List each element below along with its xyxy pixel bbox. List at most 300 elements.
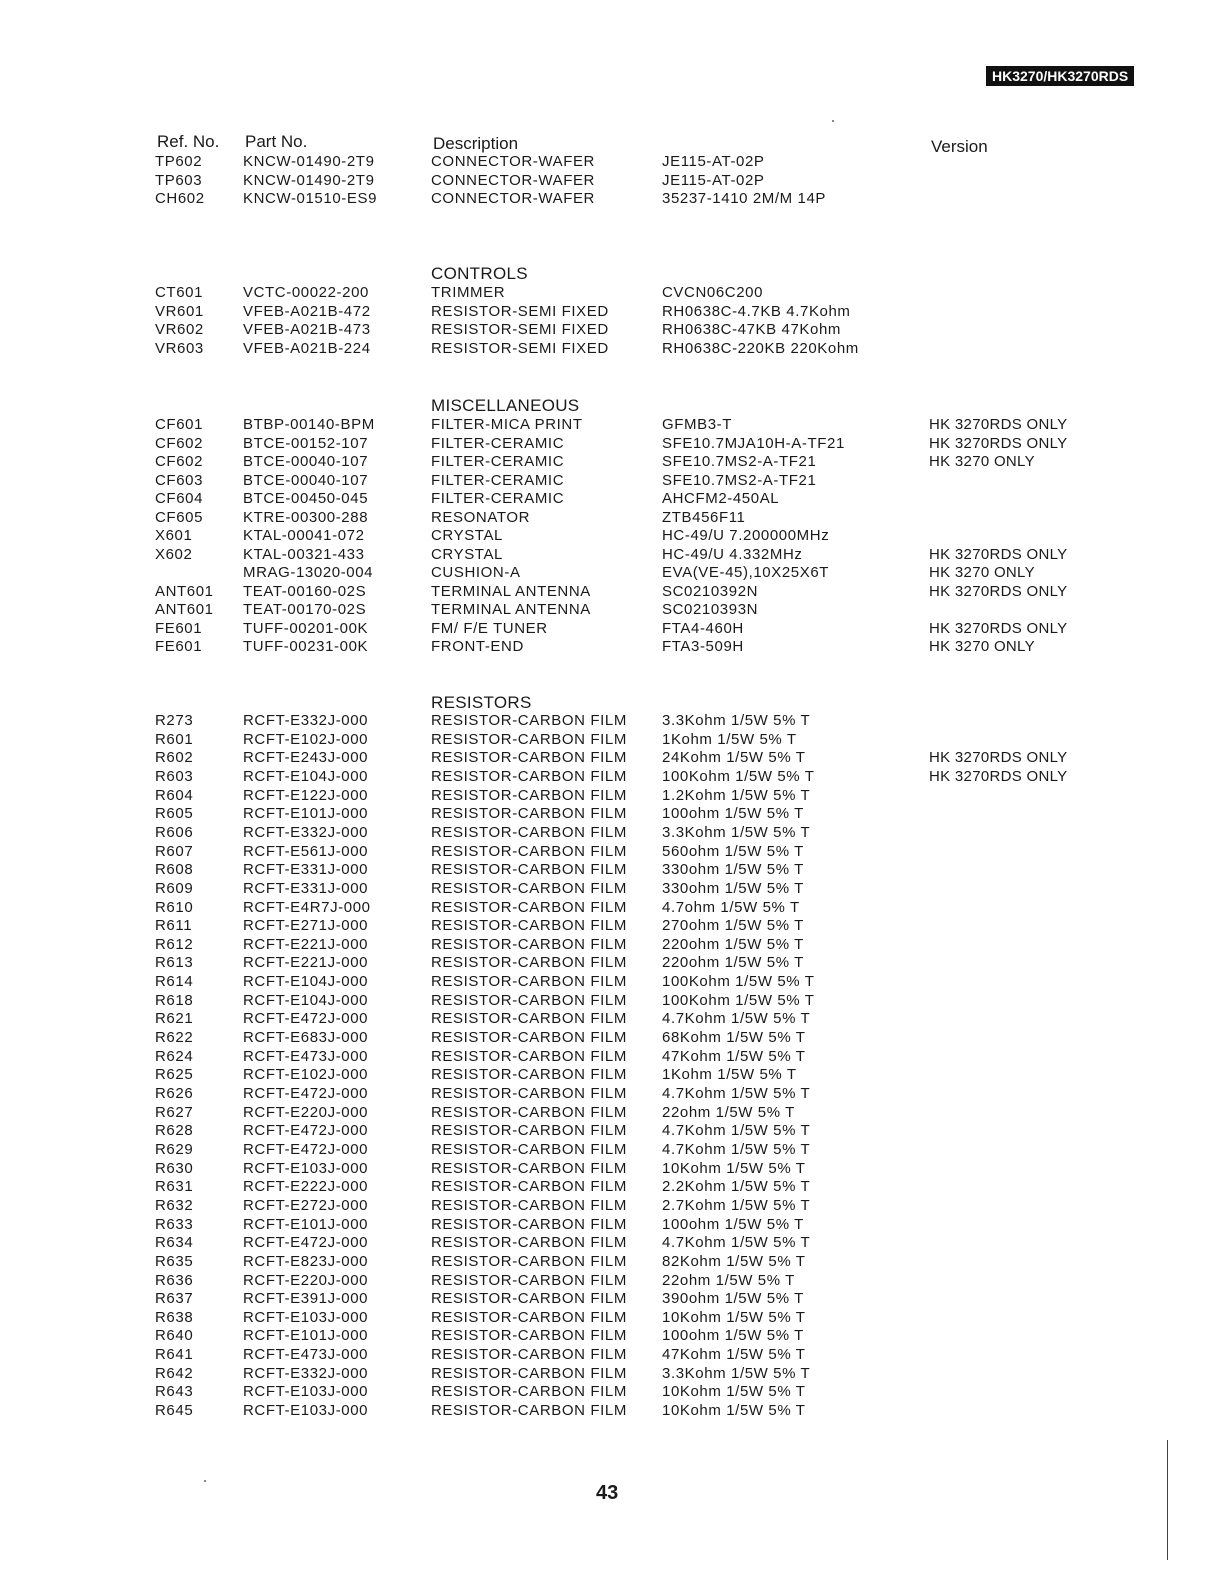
table-row [0,1085,1219,1104]
description-cell: RESISTOR-CARBON FILM [431,823,627,841]
version-cell: HK 3270RDS ONLY [929,582,1068,600]
spec-cell: 1Kohm 1/5W 5% T [662,1066,797,1084]
spec-cell: 4.7Kohm 1/5W 5% T [662,1122,811,1140]
part-number-cell: RCFT-E122J-000 [243,786,369,804]
table-row [0,601,1219,620]
part-number-cell: RCFT-E473J-000 [243,1346,369,1364]
ref-cell: CF602 [155,453,204,470]
spec-cell: 220ohm 1/5W 5% T [662,935,804,953]
ref-cell: X601 [155,527,193,544]
ref-cell: R630 [155,1159,194,1177]
part-number-cell: TEAT-00170-02S [243,601,367,618]
table-row [0,824,1219,843]
description-cell: CONNECTOR-WAFER [431,190,595,208]
ref-cell: R601 [155,730,194,748]
part-number-cell: RCFT-E103J-000 [243,1308,369,1326]
description-cell: RESISTOR-CARBON FILM [431,1085,627,1102]
table-row [0,564,1219,583]
spec-cell: 100ohm 1/5W 5% T [662,1327,804,1345]
ref-cell: R640 [155,1327,194,1345]
part-number-cell: VCTC-00022-200 [243,284,369,301]
table-row [0,954,1219,973]
part-number-cell: RCFT-E472J-000 [243,1010,369,1028]
table-row [0,917,1219,936]
table-row [0,190,1219,209]
description-cell: CRYSTAL [431,545,504,563]
col-version-header: Version [931,137,988,156]
ref-cell: R627 [155,1103,194,1121]
ref-cell: R635 [155,1252,194,1270]
part-number-cell: TUFF-00201-00K [243,619,369,637]
version-cell: HK 3270RDS ONLY [929,767,1068,785]
description-cell: RESISTOR-CARBON FILM [431,1383,627,1401]
description-cell: CONNECTOR-WAFER [431,153,595,170]
description-cell: RESISTOR-SEMI FIXED [431,321,609,339]
spec-cell: RH0638C-4.7KB 4.7Kohm [662,302,851,320]
part-number-cell: RCFT-E332J-000 [243,712,369,729]
spec-cell: SC0210392N [662,582,759,600]
spec-cell: SFE10.7MS2-A-TF21 [662,471,817,489]
ref-cell: R607 [155,842,194,860]
scan-speck [832,120,834,122]
spec-cell: 4.7Kohm 1/5W 5% T [662,1140,811,1158]
part-number-cell: KTAL-00041-072 [243,527,365,544]
description-cell: RESISTOR-CARBON FILM [431,954,627,972]
spec-cell: 24Kohm 1/5W 5% T [662,749,806,767]
spec-cell: 68Kohm 1/5W 5% T [662,1029,806,1047]
spec-cell: 100Kohm 1/5W 5% T [662,767,815,785]
part-number-cell: RCFT-E103J-000 [243,1383,369,1401]
part-number-cell: KTAL-00321-433 [243,545,365,563]
ref-cell: TP603 [155,171,203,189]
table-row [0,731,1219,750]
table-row [0,768,1219,787]
part-number-cell: RCFT-E104J-000 [243,991,369,1009]
scan-edge-line [1167,1440,1168,1560]
spec-cell: 330ohm 1/5W 5% T [662,879,804,897]
part-number-cell: BTCE-00450-045 [243,490,369,507]
description-cell: TRIMMER [431,284,506,301]
part-number-cell: BTBP-00140-BPM [243,416,375,433]
description-cell: RESISTOR-CARBON FILM [431,935,627,953]
table-row [0,1178,1219,1197]
ref-cell: R611 [155,917,193,935]
spec-cell: 330ohm 1/5W 5% T [662,861,804,879]
description-cell: CONNECTOR-WAFER [431,171,595,189]
table-row [0,583,1219,602]
part-number-cell: RCFT-E391J-000 [243,1290,369,1308]
table-row [0,1402,1219,1421]
ref-cell: R636 [155,1271,194,1289]
col-desc-header: Description [433,134,519,153]
spec-cell: 220ohm 1/5W 5% T [662,954,804,972]
part-number-cell: RCFT-E472J-000 [243,1234,369,1252]
part-number-cell: RCFT-E332J-000 [243,1364,369,1382]
description-cell: RESISTOR-CARBON FILM [431,767,627,785]
spec-cell: 390ohm 1/5W 5% T [662,1290,804,1308]
ref-cell: TP602 [155,153,203,170]
spec-cell: 4.7ohm 1/5W 5% T [662,898,800,916]
description-cell: RESISTOR-CARBON FILM [431,1029,627,1047]
table-row [0,284,1219,303]
col-part-header: Part No. [245,132,308,151]
table-row [0,973,1219,992]
table-row [0,1234,1219,1253]
ref-cell: R625 [155,1066,194,1084]
spec-cell: 4.7Kohm 1/5W 5% T [662,1234,811,1252]
ref-cell: R637 [155,1290,194,1308]
part-number-cell: RCFT-E102J-000 [243,1066,369,1084]
part-number-cell: RCFT-E332J-000 [243,823,369,841]
ref-cell: R626 [155,1085,194,1102]
version-cell: HK 3270 ONLY [929,564,1035,581]
ref-cell: R612 [155,935,194,953]
part-number-cell: RCFT-E220J-000 [243,1103,369,1121]
section-title-resistors: RESISTORS [431,693,532,712]
description-cell: RESISTOR-CARBON FILM [431,879,627,897]
ref-cell: CF601 [155,416,204,433]
ref-cell: R609 [155,879,194,897]
ref-cell: R606 [155,823,194,841]
ref-cell: R633 [155,1215,194,1233]
spec-cell: FTA3-509H [662,638,744,655]
description-cell: RESISTOR-CARBON FILM [431,1047,627,1065]
part-number-cell: RCFT-E271J-000 [243,917,369,935]
model-badge: HK3270/HK3270RDS [986,66,1134,86]
description-cell: TERMINAL ANTENNA [431,601,591,618]
table-row [0,1290,1219,1309]
ref-cell: CF602 [155,434,204,452]
description-cell: RESISTOR-CARBON FILM [431,1103,627,1121]
table-row [0,509,1219,528]
ref-cell: FE601 [155,638,203,655]
description-cell: RESISTOR-CARBON FILM [431,1010,627,1028]
ref-cell: R641 [155,1346,194,1364]
spec-cell: 3.3Kohm 1/5W 5% T [662,712,811,729]
description-cell: RESISTOR-CARBON FILM [431,898,627,916]
table-row [0,749,1219,768]
table-row [0,472,1219,491]
table-row [0,787,1219,806]
description-cell: RESISTOR-SEMI FIXED [431,340,609,358]
part-number-cell: TUFF-00231-00K [243,638,369,655]
spec-cell: 10Kohm 1/5W 5% T [662,1159,806,1177]
spec-cell: 47Kohm 1/5W 5% T [662,1346,806,1364]
ref-cell: R638 [155,1308,194,1326]
description-cell: RESISTOR-CARBON FILM [431,1290,627,1308]
part-number-cell: KTRE-00300-288 [243,508,369,526]
ref-cell: VR601 [155,302,204,320]
description-cell: RESISTOR-CARBON FILM [431,730,627,748]
table-row [0,303,1219,322]
spec-cell: RH0638C-220KB 220Kohm [662,340,859,358]
description-cell: RESISTOR-CARBON FILM [431,786,627,804]
spec-cell: 1.2Kohm 1/5W 5% T [662,786,811,804]
description-cell: CUSHION-A [431,564,521,581]
spec-cell: 22ohm 1/5W 5% T [662,1271,795,1289]
spec-cell: ZTB456F11 [662,508,746,526]
ref-cell: R643 [155,1383,194,1401]
part-number-cell: MRAG-13020-004 [243,564,374,581]
ref-cell: R632 [155,1196,194,1214]
ref-cell: VR602 [155,321,204,339]
description-cell: FILTER-CERAMIC [431,434,565,452]
description-cell: FILTER-CERAMIC [431,471,565,489]
description-cell: RESISTOR-CARBON FILM [431,1159,627,1177]
ref-cell: R645 [155,1402,194,1420]
table-row [0,1160,1219,1179]
ref-cell: R603 [155,767,194,785]
part-number-cell: RCFT-E101J-000 [243,805,369,823]
part-number-cell: RCFT-E331J-000 [243,879,369,897]
table-row [0,1141,1219,1160]
spec-cell: 10Kohm 1/5W 5% T [662,1402,806,1420]
part-number-cell: RCFT-E222J-000 [243,1178,369,1196]
description-cell: RESISTOR-CARBON FILM [431,805,627,823]
part-number-cell: KNCW-01510-ES9 [243,190,378,208]
spec-cell: FTA4-460H [662,619,744,637]
part-number-cell: BTCE-00040-107 [243,471,369,489]
spec-cell: EVA(VE-45),10X25X6T [662,564,830,581]
ref-cell: R614 [155,973,194,991]
part-number-cell: BTCE-00040-107 [243,453,369,470]
ref-cell: ANT601 [155,582,214,600]
table-row [0,1327,1219,1346]
description-cell: RESISTOR-CARBON FILM [431,1234,627,1252]
table-row [0,1197,1219,1216]
spec-cell: SC0210393N [662,601,759,618]
spec-cell: 22ohm 1/5W 5% T [662,1103,795,1121]
table-row [0,805,1219,824]
ref-cell: R642 [155,1364,194,1382]
part-number-cell: RCFT-E221J-000 [243,954,369,972]
ref-cell: FE601 [155,619,203,637]
table-row [0,880,1219,899]
spec-cell: 560ohm 1/5W 5% T [662,842,804,860]
ref-cell: R613 [155,954,194,972]
ref-cell: R602 [155,749,194,767]
spec-cell: 4.7Kohm 1/5W 5% T [662,1010,811,1028]
part-number-cell: RCFT-E103J-000 [243,1402,369,1420]
spec-cell: 100Kohm 1/5W 5% T [662,991,815,1009]
spec-cell: 2.2Kohm 1/5W 5% T [662,1178,811,1196]
description-cell: RESISTOR-CARBON FILM [431,842,627,860]
part-number-cell: RCFT-E331J-000 [243,861,369,879]
version-cell: HK 3270RDS ONLY [929,545,1068,563]
description-cell: RESISTOR-CARBON FILM [431,1327,627,1345]
section-title-controls: CONTROLS [431,264,528,283]
version-cell: HK 3270RDS ONLY [929,434,1068,452]
table-row [0,843,1219,862]
table-row [0,992,1219,1011]
table-row [0,546,1219,565]
ref-cell: R604 [155,786,194,804]
description-cell: RESISTOR-CARBON FILM [431,861,627,879]
table-row [0,1365,1219,1384]
table-row [0,153,1219,172]
spec-cell: HC-49/U 4.332MHz [662,545,803,563]
spec-cell: 100Kohm 1/5W 5% T [662,973,815,991]
spec-cell: 3.3Kohm 1/5W 5% T [662,823,811,841]
table-row [0,490,1219,509]
spec-cell: 10Kohm 1/5W 5% T [662,1308,806,1326]
table-row [0,453,1219,472]
spec-cell: 82Kohm 1/5W 5% T [662,1252,806,1270]
table-row [0,861,1219,880]
description-cell: RESISTOR-CARBON FILM [431,1215,627,1233]
description-cell: FILTER-CERAMIC [431,490,565,507]
table-row [0,1029,1219,1048]
ref-cell: R273 [155,712,194,729]
ref-cell: CF603 [155,471,204,489]
spec-cell: 270ohm 1/5W 5% T [662,917,804,935]
ref-cell: CF605 [155,508,204,526]
description-cell: RESISTOR-CARBON FILM [431,1196,627,1214]
table-row [0,1010,1219,1029]
part-number-cell: RCFT-E4R7J-000 [243,898,371,916]
part-number-cell: RCFT-E243J-000 [243,749,369,767]
table-row [0,435,1219,454]
description-cell: RESISTOR-SEMI FIXED [431,302,609,320]
part-number-cell: RCFT-E101J-000 [243,1215,369,1233]
table-row [0,712,1219,731]
ref-cell: R605 [155,805,194,823]
table-row [0,1383,1219,1402]
part-number-cell: BTCE-00152-107 [243,434,369,452]
description-cell: RESISTOR-CARBON FILM [431,1402,627,1420]
part-number-cell: RCFT-E272J-000 [243,1196,369,1214]
part-number-cell: KNCW-01490-2T9 [243,171,375,189]
part-number-cell: VFEB-A021B-473 [243,321,371,339]
description-cell: FILTER-CERAMIC [431,453,565,470]
spec-cell: GFMB3-T [662,416,733,433]
table-row [0,1066,1219,1085]
ref-cell: R622 [155,1029,194,1047]
spec-cell: 3.3Kohm 1/5W 5% T [662,1364,811,1382]
spec-cell: SFE10.7MJA10H-A-TF21 [662,434,845,452]
table-row [0,1048,1219,1067]
table-row [0,321,1219,340]
ref-cell: X602 [155,545,193,563]
spec-cell: 35237-1410 2M/M 14P [662,190,826,208]
description-cell: RESONATOR [431,508,531,526]
description-cell: RESISTOR-CARBON FILM [431,1308,627,1326]
ref-cell: R629 [155,1140,194,1158]
col-ref-header: Ref. No. [157,132,220,151]
description-cell: RESISTOR-CARBON FILM [431,1271,627,1289]
spec-cell: 100ohm 1/5W 5% T [662,805,804,823]
part-number-cell: RCFT-E472J-000 [243,1140,369,1158]
table-row [0,1309,1219,1328]
ref-cell: CH602 [155,190,205,208]
description-cell: RESISTOR-CARBON FILM [431,712,627,729]
description-cell: RESISTOR-CARBON FILM [431,973,627,991]
part-number-cell: RCFT-E473J-000 [243,1047,369,1065]
spec-cell: HC-49/U 7.200000MHz [662,527,830,544]
spec-cell: JE115-AT-02P [662,153,765,170]
spec-cell: 10Kohm 1/5W 5% T [662,1383,806,1401]
ref-cell: ANT601 [155,601,214,618]
part-number-cell: RCFT-E472J-000 [243,1085,369,1102]
part-number-cell: RCFT-E823J-000 [243,1252,369,1270]
ref-cell: CT601 [155,284,204,301]
ref-cell: R610 [155,898,194,916]
part-number-cell: KNCW-01490-2T9 [243,153,375,170]
spec-cell: 1Kohm 1/5W 5% T [662,730,797,748]
spec-cell: RH0638C-47KB 47Kohm [662,321,841,339]
scan-speck [204,1480,206,1482]
part-number-cell: RCFT-E472J-000 [243,1122,369,1140]
part-number-cell: RCFT-E220J-000 [243,1271,369,1289]
version-cell: HK 3270 ONLY [929,453,1035,470]
table-row [0,936,1219,955]
part-number-cell: VFEB-A021B-472 [243,302,371,320]
table-row [0,620,1219,639]
description-cell: RESISTOR-CARBON FILM [431,1346,627,1364]
description-cell: RESISTOR-CARBON FILM [431,1364,627,1382]
table-row [0,340,1219,359]
part-number-cell: RCFT-E104J-000 [243,767,369,785]
spec-cell: 2.7Kohm 1/5W 5% T [662,1196,811,1214]
ref-cell: R634 [155,1234,194,1252]
table-row [0,172,1219,191]
version-cell: HK 3270 ONLY [929,638,1035,655]
ref-cell: R631 [155,1178,194,1196]
spec-cell: 47Kohm 1/5W 5% T [662,1047,806,1065]
part-number-cell: RCFT-E104J-000 [243,973,369,991]
table-row [0,1253,1219,1272]
ref-cell: R608 [155,861,194,879]
part-number-cell: RCFT-E101J-000 [243,1327,369,1345]
table-row [0,1104,1219,1123]
description-cell: TERMINAL ANTENNA [431,582,591,600]
description-cell: RESISTOR-CARBON FILM [431,1122,627,1140]
description-cell: FM/ F/E TUNER [431,619,548,637]
version-cell: HK 3270RDS ONLY [929,416,1068,433]
part-number-cell: TEAT-00160-02S [243,582,367,600]
table-row [0,1122,1219,1141]
table-row [0,1346,1219,1365]
version-cell: HK 3270RDS ONLY [929,749,1068,767]
ref-cell: R624 [155,1047,194,1065]
ref-cell: R621 [155,1010,194,1028]
section-title-miscellaneous: MISCELLANEOUS [431,396,580,415]
table-row [0,638,1219,657]
spec-cell: CVCN06C200 [662,284,764,301]
description-cell: RESISTOR-CARBON FILM [431,1252,627,1270]
description-cell: RESISTOR-CARBON FILM [431,917,627,935]
description-cell: RESISTOR-CARBON FILM [431,1178,627,1196]
ref-cell: CF604 [155,490,204,507]
description-cell: RESISTOR-CARBON FILM [431,1140,627,1158]
part-number-cell: RCFT-E221J-000 [243,935,369,953]
part-number-cell: VFEB-A021B-224 [243,340,371,358]
table-row [0,416,1219,435]
description-cell: CRYSTAL [431,527,504,544]
table-row [0,1272,1219,1291]
part-number-cell: RCFT-E561J-000 [243,842,369,860]
spec-cell: 4.7Kohm 1/5W 5% T [662,1085,811,1102]
part-number-cell: RCFT-E102J-000 [243,730,369,748]
table-row [0,527,1219,546]
description-cell: RESISTOR-CARBON FILM [431,749,627,767]
spec-cell: SFE10.7MS2-A-TF21 [662,453,817,470]
ref-cell: R628 [155,1122,194,1140]
version-cell: HK 3270RDS ONLY [929,619,1068,637]
description-cell: RESISTOR-CARBON FILM [431,991,627,1009]
spec-cell: AHCFM2-450AL [662,490,780,507]
table-row [0,899,1219,918]
